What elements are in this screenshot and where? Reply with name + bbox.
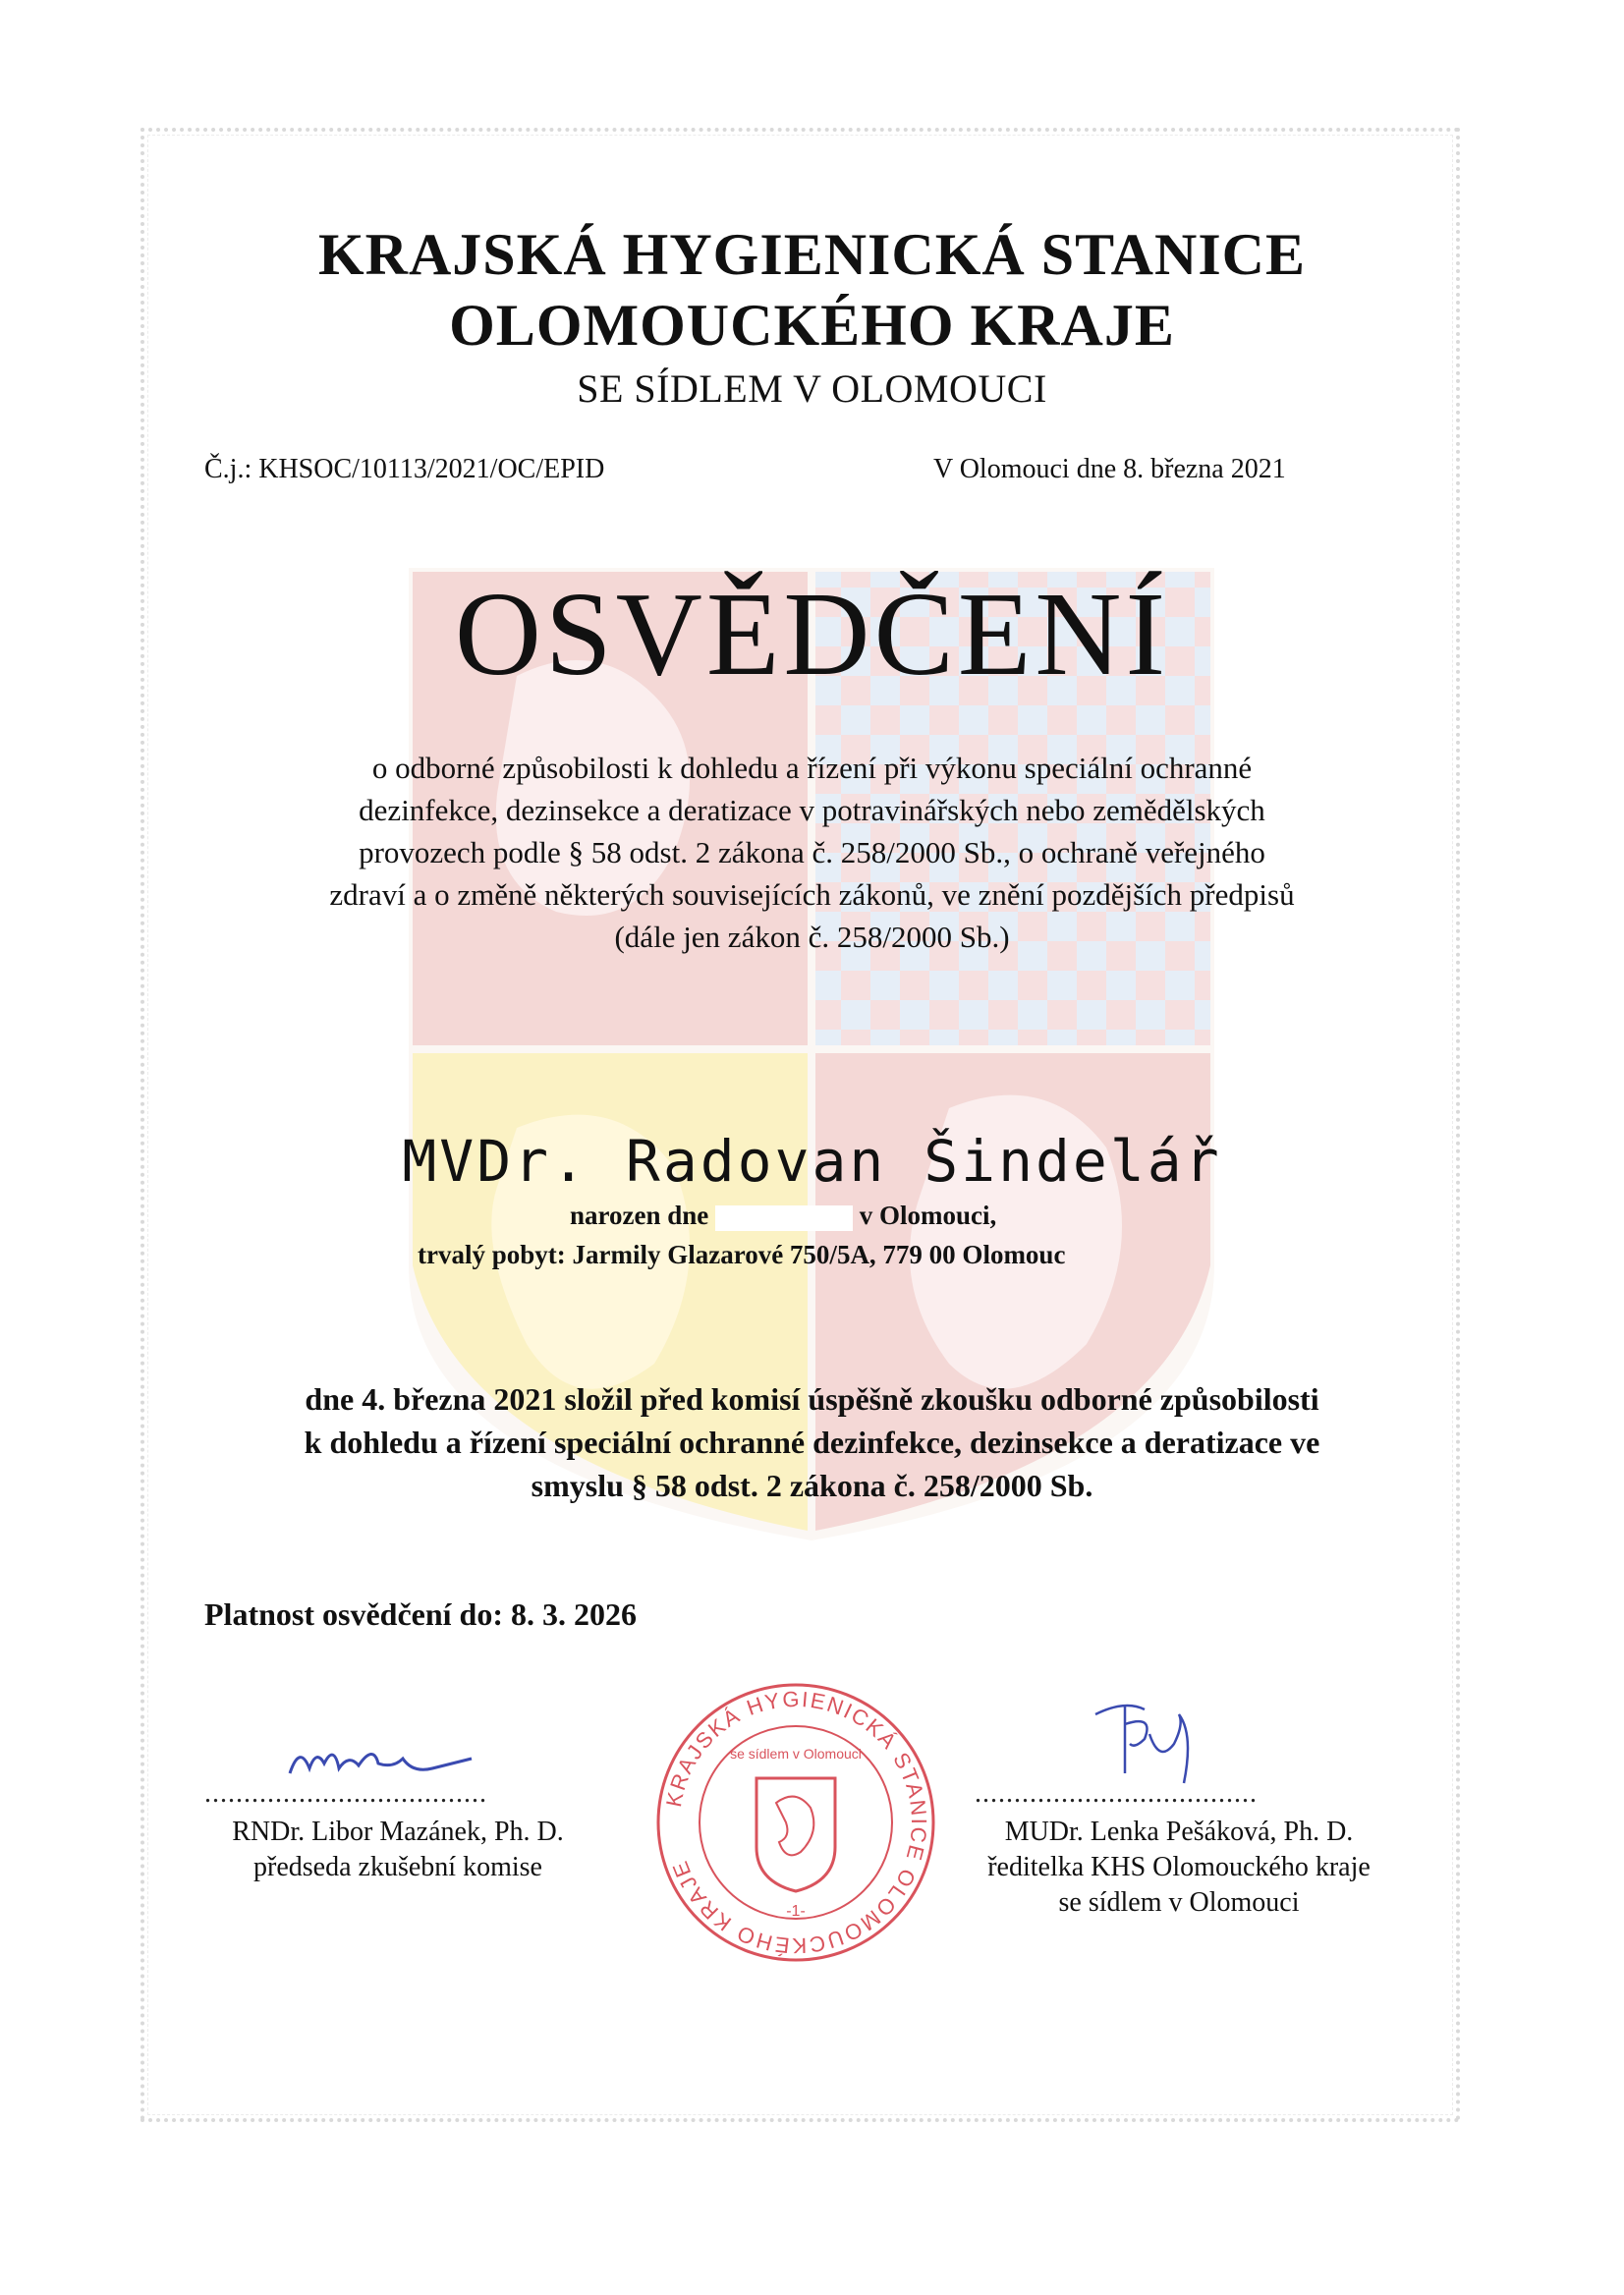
signatory-right-role2: se sídlem v Olomouci	[1058, 1887, 1300, 1918]
redacted-date	[715, 1205, 853, 1231]
reference-number: Č.j.: KHSOC/10113/2021/OC/EPID	[204, 454, 605, 484]
signatory-left-role: předseda zkušební komise	[253, 1852, 542, 1882]
description-line: provozech podle § 58 odst. 2 zákona č. 258/2000 Sb., o ochraně veřejného	[359, 835, 1265, 869]
birth-prefix: narozen dne	[570, 1201, 709, 1230]
statement-line: dne 4. března 2021 složil před komisí úspěšně zkoušku odborné způsobilosti	[305, 1381, 1319, 1417]
holder-birth	[570, 1201, 996, 1231]
stamp-number: -1-	[786, 1903, 806, 1920]
statement-line: k dohledu a řízení speciální ochranné dezinfekce, dezinsekce a deratizace ve	[304, 1425, 1320, 1460]
description-line: zdraví a o změně některých souvisejících zákonů, ve znění pozdějších předpisů	[329, 877, 1295, 912]
holder-residence: trvalý pobyt: Jarmily Glazarové 750/5A, 779 00 Olomouc	[418, 1240, 1066, 1269]
description-line: dezinfekce, dezinsekce a deratizace v potravinářských nebo zemědělských	[359, 793, 1265, 827]
stamp-inner-text: se sídlem v Olomouci	[730, 1746, 862, 1762]
holder-name: MVDr. Radovan Šindelář	[402, 1128, 1222, 1195]
validity: Platnost osvědčení do: 8. 3. 2026	[204, 1596, 637, 1632]
org-title-line3: SE SÍDLEM V OLOMOUCI	[577, 366, 1047, 411]
description-line: (dále jen zákon č. 258/2000 Sb.)	[614, 920, 1010, 954]
description-line: o odborné způsobilosti k dohledu a řízení při výkonu speciální ochranné	[371, 751, 1253, 785]
org-title-line2: OLOMOUCKÉHO KRAJE	[449, 293, 1175, 358]
statement-line: smyslu § 58 odst. 2 zákona č. 258/2000 Sb.	[531, 1468, 1093, 1503]
signature-dots-right: ....................................	[975, 1778, 1258, 1809]
signatory-right	[953, 1815, 1405, 1921]
signature-right	[1086, 1695, 1204, 1788]
signatory-left	[177, 1815, 619, 1885]
signatory-right-name: MUDr. Lenka Pešáková, Ph. D.	[1004, 1817, 1354, 1847]
certificate-description	[226, 747, 1398, 958]
official-stamp	[653, 1680, 938, 1965]
org-title-line1: KRAJSKÁ HYGIENICKÁ STANICE	[317, 222, 1307, 287]
signatory-left-name: RNDr. Libor Mazánek, Ph. D.	[232, 1817, 564, 1847]
certificate-title: OSVĚDČENÍ	[454, 568, 1170, 700]
birth-suffix: v Olomouci,	[859, 1201, 997, 1230]
stamp-ring-text: KRAJSKÁ HYGIENICKÁ STANICE OLOMOUCKÉHO KRAJE	[661, 1686, 932, 1959]
exam-statement	[177, 1377, 1447, 1507]
place-date: V Olomouci dne 8. března 2021	[933, 454, 1286, 484]
signature-dots-left: ....................................	[204, 1778, 487, 1809]
signatory-right-role: ředitelka KHS Olomouckého kraje	[987, 1852, 1371, 1882]
